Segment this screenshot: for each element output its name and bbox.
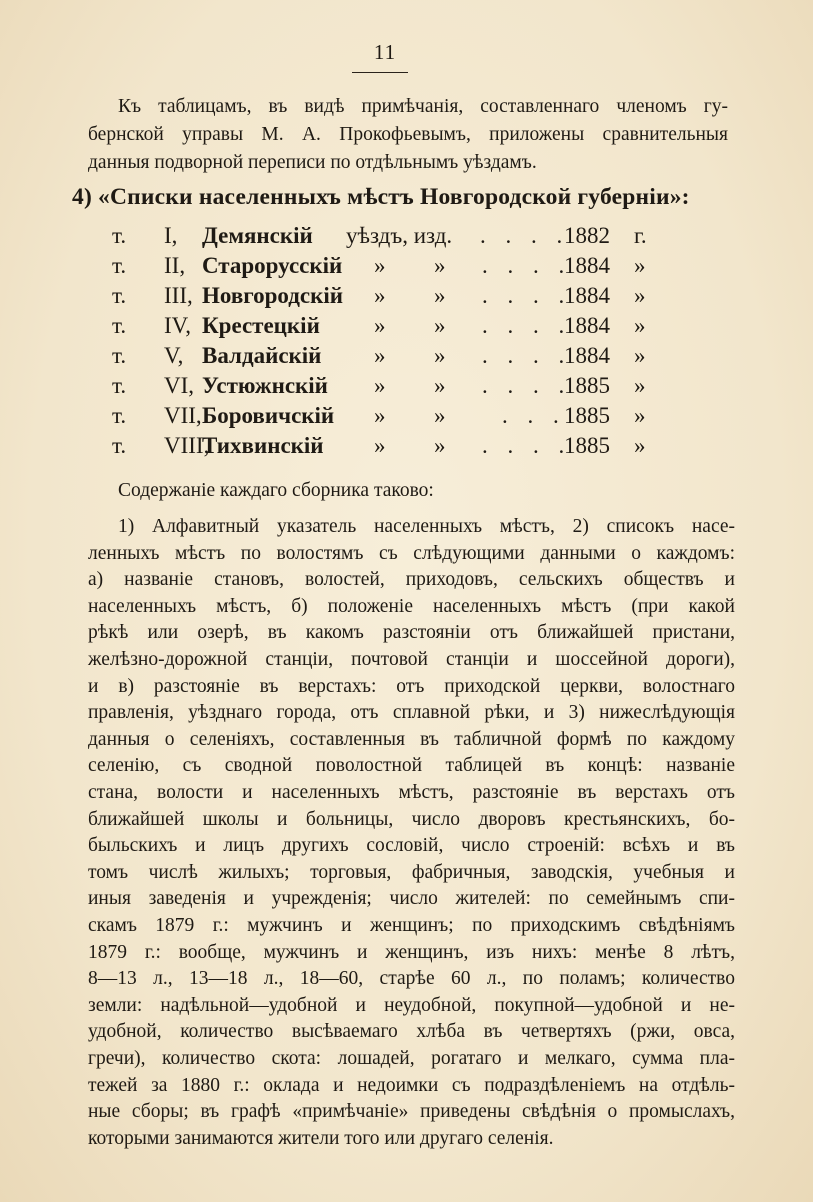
volume-ditto-2: » <box>434 253 446 278</box>
contents-line: желѣзно-дорожной станціи, почтовой станціи и шоссейной дороги), <box>88 649 735 670</box>
section-heading: 4) «Списки населенныхъ мѣстъ Новгородской губерніи»: <box>72 184 690 210</box>
volume-number: VI, <box>164 373 195 398</box>
contents-line: рѣкѣ или озерѣ, въ какомъ разстояніи отъ ближайшей пристани, <box>88 622 735 644</box>
volume-number: IV, <box>164 313 192 338</box>
volume-leader-dots: . . . . <box>482 343 572 368</box>
volume-row <box>104 281 684 311</box>
volume-prefix: т. <box>112 283 127 308</box>
volume-year-suffix: » <box>634 313 646 338</box>
volume-leader-dots: . . . . <box>482 313 572 338</box>
volume-district: Тихвинскій <box>202 433 324 458</box>
volume-ditto-1: » <box>374 343 386 368</box>
volume-number: I, <box>164 223 178 248</box>
volume-ditto-1: уѣздъ, изд. <box>346 223 453 248</box>
contents-line: правленія, уѣзднаго города, отъ сплавной рѣки, и 3) нижеслѣдующія <box>88 702 735 724</box>
contents-line: иныя заведенія и учрежденія; число жителей: по семейнымъ спи- <box>88 888 735 910</box>
volume-year: 1884 <box>564 283 610 308</box>
volume-row <box>104 311 684 341</box>
volume-number: VIII, <box>164 433 210 458</box>
volume-leader-dots: . . . . <box>482 373 572 398</box>
contents-line: которыми занимаются жители того или другаго селенія. <box>88 1127 554 1149</box>
volume-prefix: т. <box>112 433 127 458</box>
volume-number: VII, <box>164 403 202 428</box>
volume-ditto-1: » <box>374 283 386 308</box>
contents-line: стана, волости и населенныхъ мѣстъ, разстояніе въ верстахъ отъ <box>88 782 735 803</box>
volume-ditto-1: » <box>374 313 386 338</box>
contents-line: населенныхъ мѣстъ, б) положеніе населенныхъ мѣстъ (при какой <box>88 595 735 617</box>
contents-intro: Содержаніе каждаго сборника таково: <box>118 480 434 501</box>
contents-line: земли: надѣльной—удобной и неудобной, покупной—удобной и не- <box>88 994 735 1016</box>
volume-ditto-2: » <box>434 313 446 338</box>
volume-prefix: т. <box>112 313 127 338</box>
volume-ditto-2: » <box>434 403 446 428</box>
volume-district: Боровичскій <box>202 403 335 428</box>
volume-year-suffix: » <box>634 403 646 428</box>
contents-line: гречи), количество скота: лошадей, рогатаго и мелкаго, сумма пла- <box>88 1048 735 1069</box>
volume-ditto-1: » <box>374 403 386 428</box>
volume-year: 1884 <box>564 313 610 338</box>
contents-line: селенію, съ сводной поволостной таблицей въ концѣ: названіе <box>88 755 735 777</box>
volume-year-suffix: » <box>634 373 646 398</box>
volume-ditto-1: » <box>374 433 386 458</box>
intro-line: данныя подворной переписи по отдѣльнымъ уѣздамъ. <box>88 152 537 173</box>
volume-leader-dots: . . . <box>502 403 566 428</box>
contents-line: а) названіе становъ, волостей, приходовъ, сельскихъ обществъ и <box>88 569 735 591</box>
volume-prefix: т. <box>112 223 127 248</box>
contents-line: и в) разстояніе въ верстахъ: отъ приходской церкви, волостнаго <box>88 675 735 697</box>
volume-ditto-2: » <box>434 343 446 368</box>
volume-year: 1885 <box>564 433 610 458</box>
volume-ditto-2: » <box>434 283 446 308</box>
page-number: 11 <box>373 40 397 64</box>
contents-line: ближайшей школы и больницы, число дворовъ крестьянскихъ, бо- <box>88 808 735 830</box>
volume-district: Старорусскій <box>202 253 343 278</box>
volume-year: 1885 <box>564 373 610 398</box>
volume-year: 1882 <box>564 223 610 248</box>
contents-line: 1879 г.: вообще, мужчинъ и женщинъ, изъ нихъ: менѣе 8 лѣтъ, <box>88 941 735 963</box>
volume-row <box>104 401 684 431</box>
volume-row <box>104 251 684 281</box>
volume-district: Новгородскій <box>202 283 343 308</box>
volume-leader-dots: . . . . <box>482 433 572 458</box>
volume-row <box>104 341 684 371</box>
contents-line: тежей за 1880 г.: оклада и недоимки съ подраздѣленіемъ на отдѣль- <box>88 1074 735 1096</box>
volume-year-suffix: г. <box>634 223 647 248</box>
volume-leader-dots: . . . . <box>480 223 570 248</box>
contents-line: ные сборы; въ графѣ «примѣчаніе» приведены свѣдѣнія о промыслахъ, <box>88 1101 735 1123</box>
contents-line: удобной, количество высѣваемаго хлѣба въ четвертяхъ (ржи, овса, <box>88 1021 735 1043</box>
volume-number: V, <box>164 343 184 368</box>
contents-line: скамъ 1879 г.: мужчинъ и женщинъ; по приходскимъ свѣдѣніямъ <box>88 915 735 936</box>
contents-line: ленныхъ мѣстъ по волостямъ съ слѣдующими данными о каждомъ: <box>88 542 735 564</box>
contents-line: томъ числѣ жилыхъ; торговыя, фабричныя, заводскія, учебныя и <box>88 861 735 883</box>
page-number-rule <box>352 72 408 73</box>
volume-ditto-2: » <box>434 373 446 398</box>
volume-ditto-2: » <box>434 433 446 458</box>
intro-line: бернской управы М. А. Прокофьевымъ, приложены сравнительныя <box>88 124 728 145</box>
volume-leader-dots: . . . . <box>482 283 572 308</box>
volume-district: Демянскій <box>202 223 313 248</box>
volume-year-suffix: » <box>634 253 646 278</box>
volume-number: II, <box>164 253 186 278</box>
volume-prefix: т. <box>112 403 127 428</box>
volume-year: 1885 <box>564 403 610 428</box>
intro-line: Къ таблицамъ, въ видѣ примѣчанія, составленнаго членомъ гу- <box>118 96 728 117</box>
volume-district: Валдайскій <box>202 343 322 368</box>
volume-row <box>104 371 684 401</box>
volume-row <box>104 221 684 251</box>
volume-year-suffix: » <box>634 433 646 458</box>
contents-line: 8—13 л., 13—18 л., 18—60, старѣе 60 л., по поламъ; количество <box>88 968 735 990</box>
volume-row <box>104 431 684 461</box>
contents-line: быльскихъ и лицъ другихъ сословій, число строеній: всѣхъ и въ <box>88 835 735 857</box>
contents-line: 1) Алфавитный указатель населенныхъ мѣстъ, 2) списокъ насе- <box>118 516 735 537</box>
volume-year: 1884 <box>564 343 610 368</box>
volume-year-suffix: » <box>634 343 646 368</box>
volume-ditto-1: » <box>374 373 386 398</box>
volume-leader-dots: . . . . <box>482 253 572 278</box>
volume-prefix: т. <box>112 253 127 278</box>
volume-year-suffix: » <box>634 283 646 308</box>
volume-number: III, <box>164 283 193 308</box>
volume-prefix: т. <box>112 343 127 368</box>
volume-year: 1884 <box>564 253 610 278</box>
volume-district: Крестецкій <box>202 313 320 338</box>
volume-district: Устюжнскій <box>202 373 328 398</box>
volume-prefix: т. <box>112 373 127 398</box>
volume-ditto-1: » <box>374 253 386 278</box>
contents-line: данныя о селеніяхъ, составленныя въ табличной формѣ по каждому <box>88 728 735 750</box>
